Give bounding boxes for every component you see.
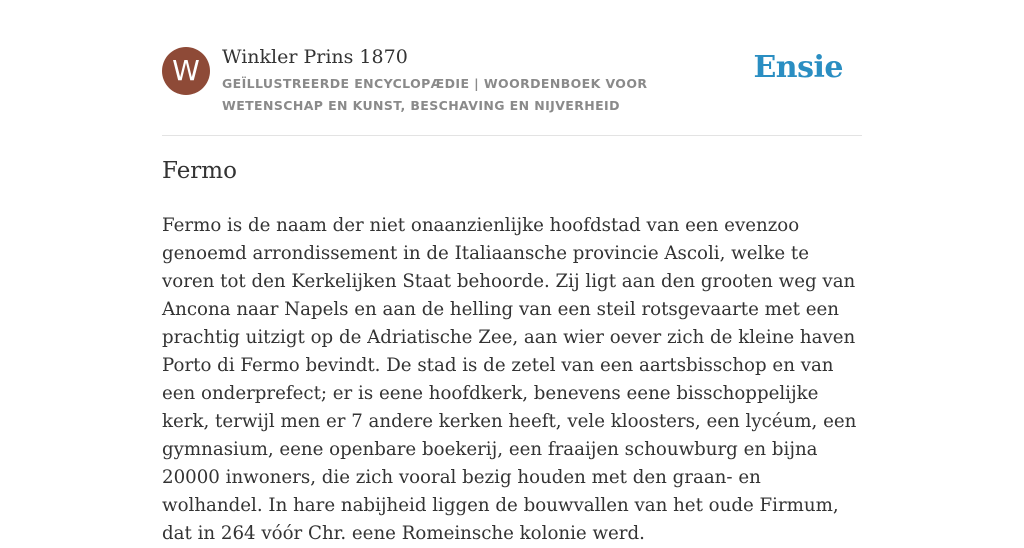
article-body: Fermo is de naam der niet onaanzienlijke hoofdstad van een evenzoo genoemd arrondissement in de Italiaansche provincie Ascoli, welke te voren tot den Kerkelijken Staat behoorde. Zij ligt aan den grooten weg van Ancona naar Napels en aan de helling van een steil rotsgevaarte met een prachtig uitzigt op de Adriatische Zee, aan wier oever zich de kleine haven Porto di Fermo bevindt. De stad is de zetel van een aartsbisschop en van een onderprefect; er is eene hoofdkerk, benevens eene bisschoppelijke kerk, terwijl men er 7 andere kerken heeft, vele kloosters, een lycéum, een gymnasium, eene openbare boekerij, een fraaijen schouwburg en bijna 20000 inwoners, die zich vooral bezig houden met den graan- en wolhandel. In hare nabijheid liggen de bouwvallen van het oude Firmum, dat in 264 vóór Chr. eene Romeinsche kolonie werd. <box>162 215 857 544</box>
source-header <box>162 44 862 124</box>
source-avatar[interactable]: W <box>162 47 210 95</box>
header-divider <box>162 135 862 136</box>
ensie-logo-link[interactable]: Ensie <box>753 50 843 85</box>
source-title[interactable]: Winkler Prins 1870 <box>222 46 408 68</box>
source-subtitle: GEÏLLUSTREERDE ENCYCLOPÆDIE | WOORDENBOEK VOOR WETENSCHAP EN KUNST, BESCHAVING EN NIJVERHEID <box>222 76 648 113</box>
article-title: Fermo <box>162 158 237 184</box>
